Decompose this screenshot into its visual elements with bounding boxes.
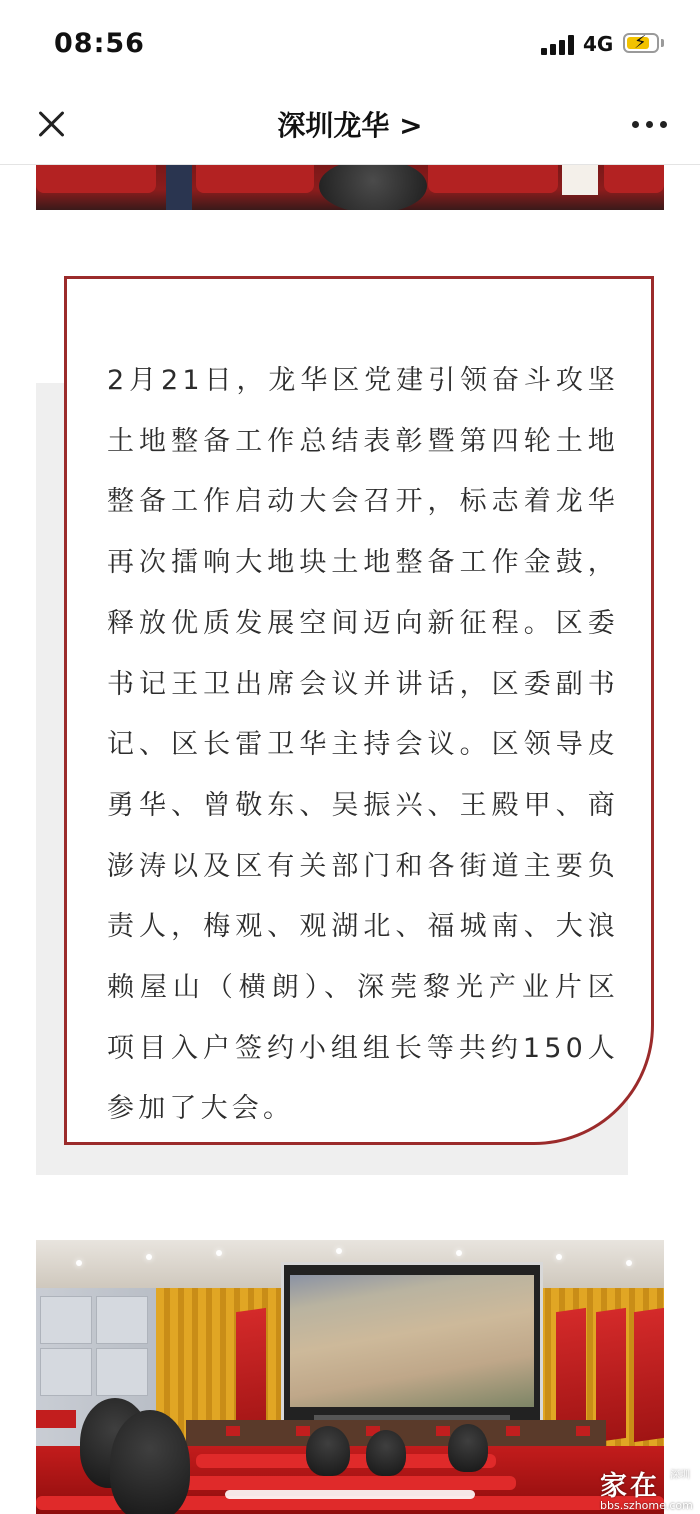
watermark-url: bbs.szhome.com (600, 1499, 693, 1512)
battery-cap (661, 39, 664, 47)
quote-box (64, 276, 654, 1145)
article-image-meeting[interactable] (36, 1240, 664, 1514)
status-time: 08:56 (54, 28, 145, 59)
home-indicator[interactable] (225, 1490, 475, 1499)
more-icon[interactable] (628, 114, 672, 134)
network-type: 4G (583, 32, 614, 56)
watermark-sub: 深圳 (670, 1470, 690, 1481)
watermark-logo (598, 1464, 698, 1512)
watermark-main: 家在 (600, 1471, 660, 1502)
status-bar (0, 0, 700, 90)
signal-icon (541, 35, 577, 55)
nav-bar (0, 90, 700, 165)
article-image-top[interactable] (36, 165, 664, 210)
battery-charging-icon: ⚡ (623, 33, 659, 53)
article-quote-text: 2月21日，龙华区党建引领奋斗攻坚土地整备工作总结表彰暨第四轮土地整备工作启动大会召开，标志着龙华再次擂响大地块土地整备工作金鼓，释放优质发展空间迈向新征程。区委书记王卫出席会议并讲话，区委副书记、区长雷卫华主持会议。区领导皮勇华、曾敬东、吴振兴、王殿甲、商澎涛以及区有关部门和各街道主要负责人，梅观、观湖北、福城南、大浪赖屋山（横朗）、深莞黎光产业片区项目入户签约小组组长等共约150人参加了大会。 (107, 365, 619, 1125)
account-title-link[interactable]: 深圳龙华 > (277, 109, 423, 142)
